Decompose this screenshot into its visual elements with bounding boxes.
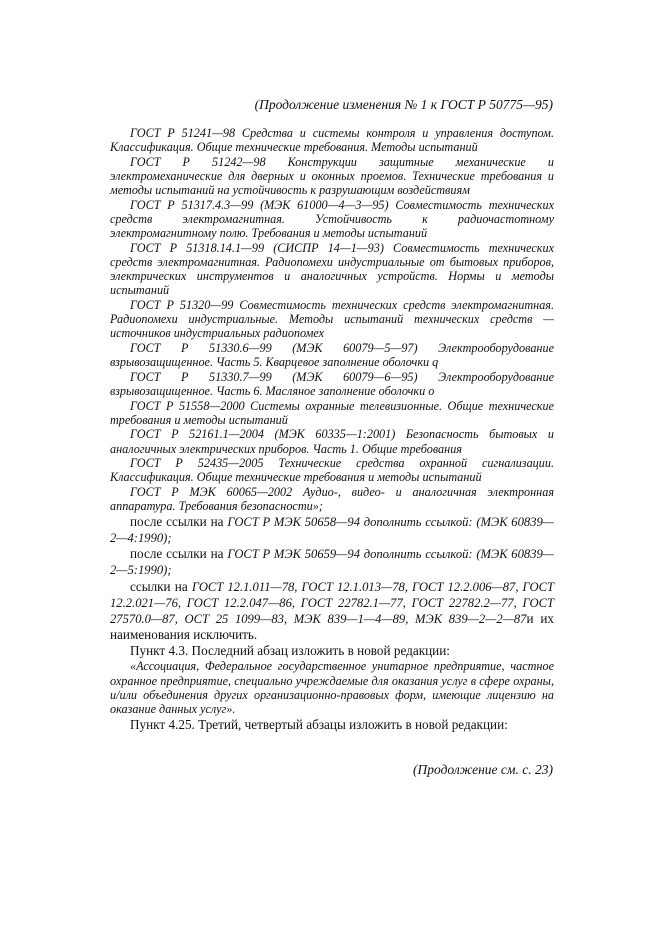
standard-entry: ГОСТ Р 51558—2000 Системы охранные телевизионные. Общие технические требования и методы испытаний	[110, 398, 554, 427]
link-lead: после ссылки на	[130, 513, 228, 529]
standard-entry: ГОСТ Р 52161.1—2004 (МЭК 60335—1:2001) Безопасность бытовых и аналогичных электрических приборов. Часть 1. Общие требования	[110, 427, 554, 456]
link-ref: ГОСТ Р МЭК 50658—94 дополнить ссылкой: (МЭК 60839—2—4:1990);	[110, 514, 554, 545]
link-addition	[110, 546, 554, 578]
link-ref: ГОСТ Р МЭК 50659—94 дополнить ссылкой: (МЭК 60839—2—5:1990);	[110, 547, 554, 578]
document-body	[110, 126, 554, 733]
standard-entry: ГОСТ Р МЭК 60065—2002 Аудио-, видео- и аналогичная электронная аппаратура. Требования безопасности»;	[110, 484, 554, 514]
refs-removal	[110, 579, 554, 643]
standard-entry: ГОСТ Р 51318.14.1—99 (СИСПР 14—1—93) Совместимость технических средств электромагнитная. Радиопомехи индустриальные от бытовых приборов, электрических инструментов и аналогичных устройств. Нормы и методы испытаний	[110, 240, 554, 298]
item-4-25: Пункт 4.25. Третий, четвертый абзацы изложить в новой редакции:	[130, 716, 508, 732]
standard-entry: ГОСТ Р 52435—2005 Технические средства охранной сигнализации. Классификация. Общие технические требования и методы испытаний	[110, 456, 554, 485]
standard-entry: ГОСТ Р 51330.6—99 (МЭК 60079—5—97) Электрооборудование взрывозащищенное. Часть 5. Кварцевое заполнение оболочки q	[110, 341, 554, 370]
standard-entry: ГОСТ Р 51317.4.3—99 (МЭК 61000—4—3—95) Совместимость технических средств электромагнитная. Устойчивость к радиочастотному электромагнитному полю. Требования и методы испытаний	[110, 197, 554, 241]
refs-tail: и их наименования исключить.	[110, 610, 554, 642]
quoted-text: «Ассоциация, Федеральное государственное унитарное предприятие, частное охранное предприятие, специально учреждаемые для оказания услуг в сфере охраны, и/или объединения других организационно-правовых форм, имеющие лицензию на оказание данных услуг».	[110, 659, 554, 716]
refs-lead: ссылки на	[130, 578, 192, 594]
page-header: (Продолжение изменения № 1 к ГОСТ Р 50775—95)	[254, 97, 553, 112]
link-addition	[110, 514, 554, 546]
page-footer: (Продолжение см. с. 23)	[413, 762, 553, 777]
standard-entry: ГОСТ Р 51330.7—99 (МЭК 60079—6—95) Электрооборудование взрывозащищенное. Часть 6. Масляное заполнение оболочки о	[110, 369, 554, 398]
standard-entry: ГОСТ Р 51320—99 Совместимость технических средств электромагнитная. Радиопомехи индустриальные. Методы испытаний технических средств — источников индустриальных радиопомех	[110, 298, 554, 341]
standard-entry: ГОСТ Р 51242—98 Конструкции защитные механические и электромеханические для дверных и оконных проемов. Технические требования и методы испытаний на устойчивость к разрушающим воздействиям	[110, 154, 554, 198]
item-4-3: Пункт 4.3. Последний абзац изложить в новой редакции:	[130, 642, 450, 658]
standard-entry: ГОСТ Р 51241—98 Средства и системы контроля и управления доступом. Классификация. Общие технические требования. Методы испытаний	[110, 126, 554, 155]
link-lead: после ссылки на	[130, 546, 228, 562]
refs-list: ГОСТ 12.1.011—78, ГОСТ 12.1.013—78, ГОСТ 12.2.006—87, ГОСТ 12.2.021—76, ГОСТ 12.2.047—86, ГОСТ 22782.1—77, ГОСТ 22782.2—77, ГОСТ 27570.0—87, ОСТ 25 1099—83, МЭК 839—1—4—89, МЭК 839—2—2—87	[110, 579, 554, 626]
